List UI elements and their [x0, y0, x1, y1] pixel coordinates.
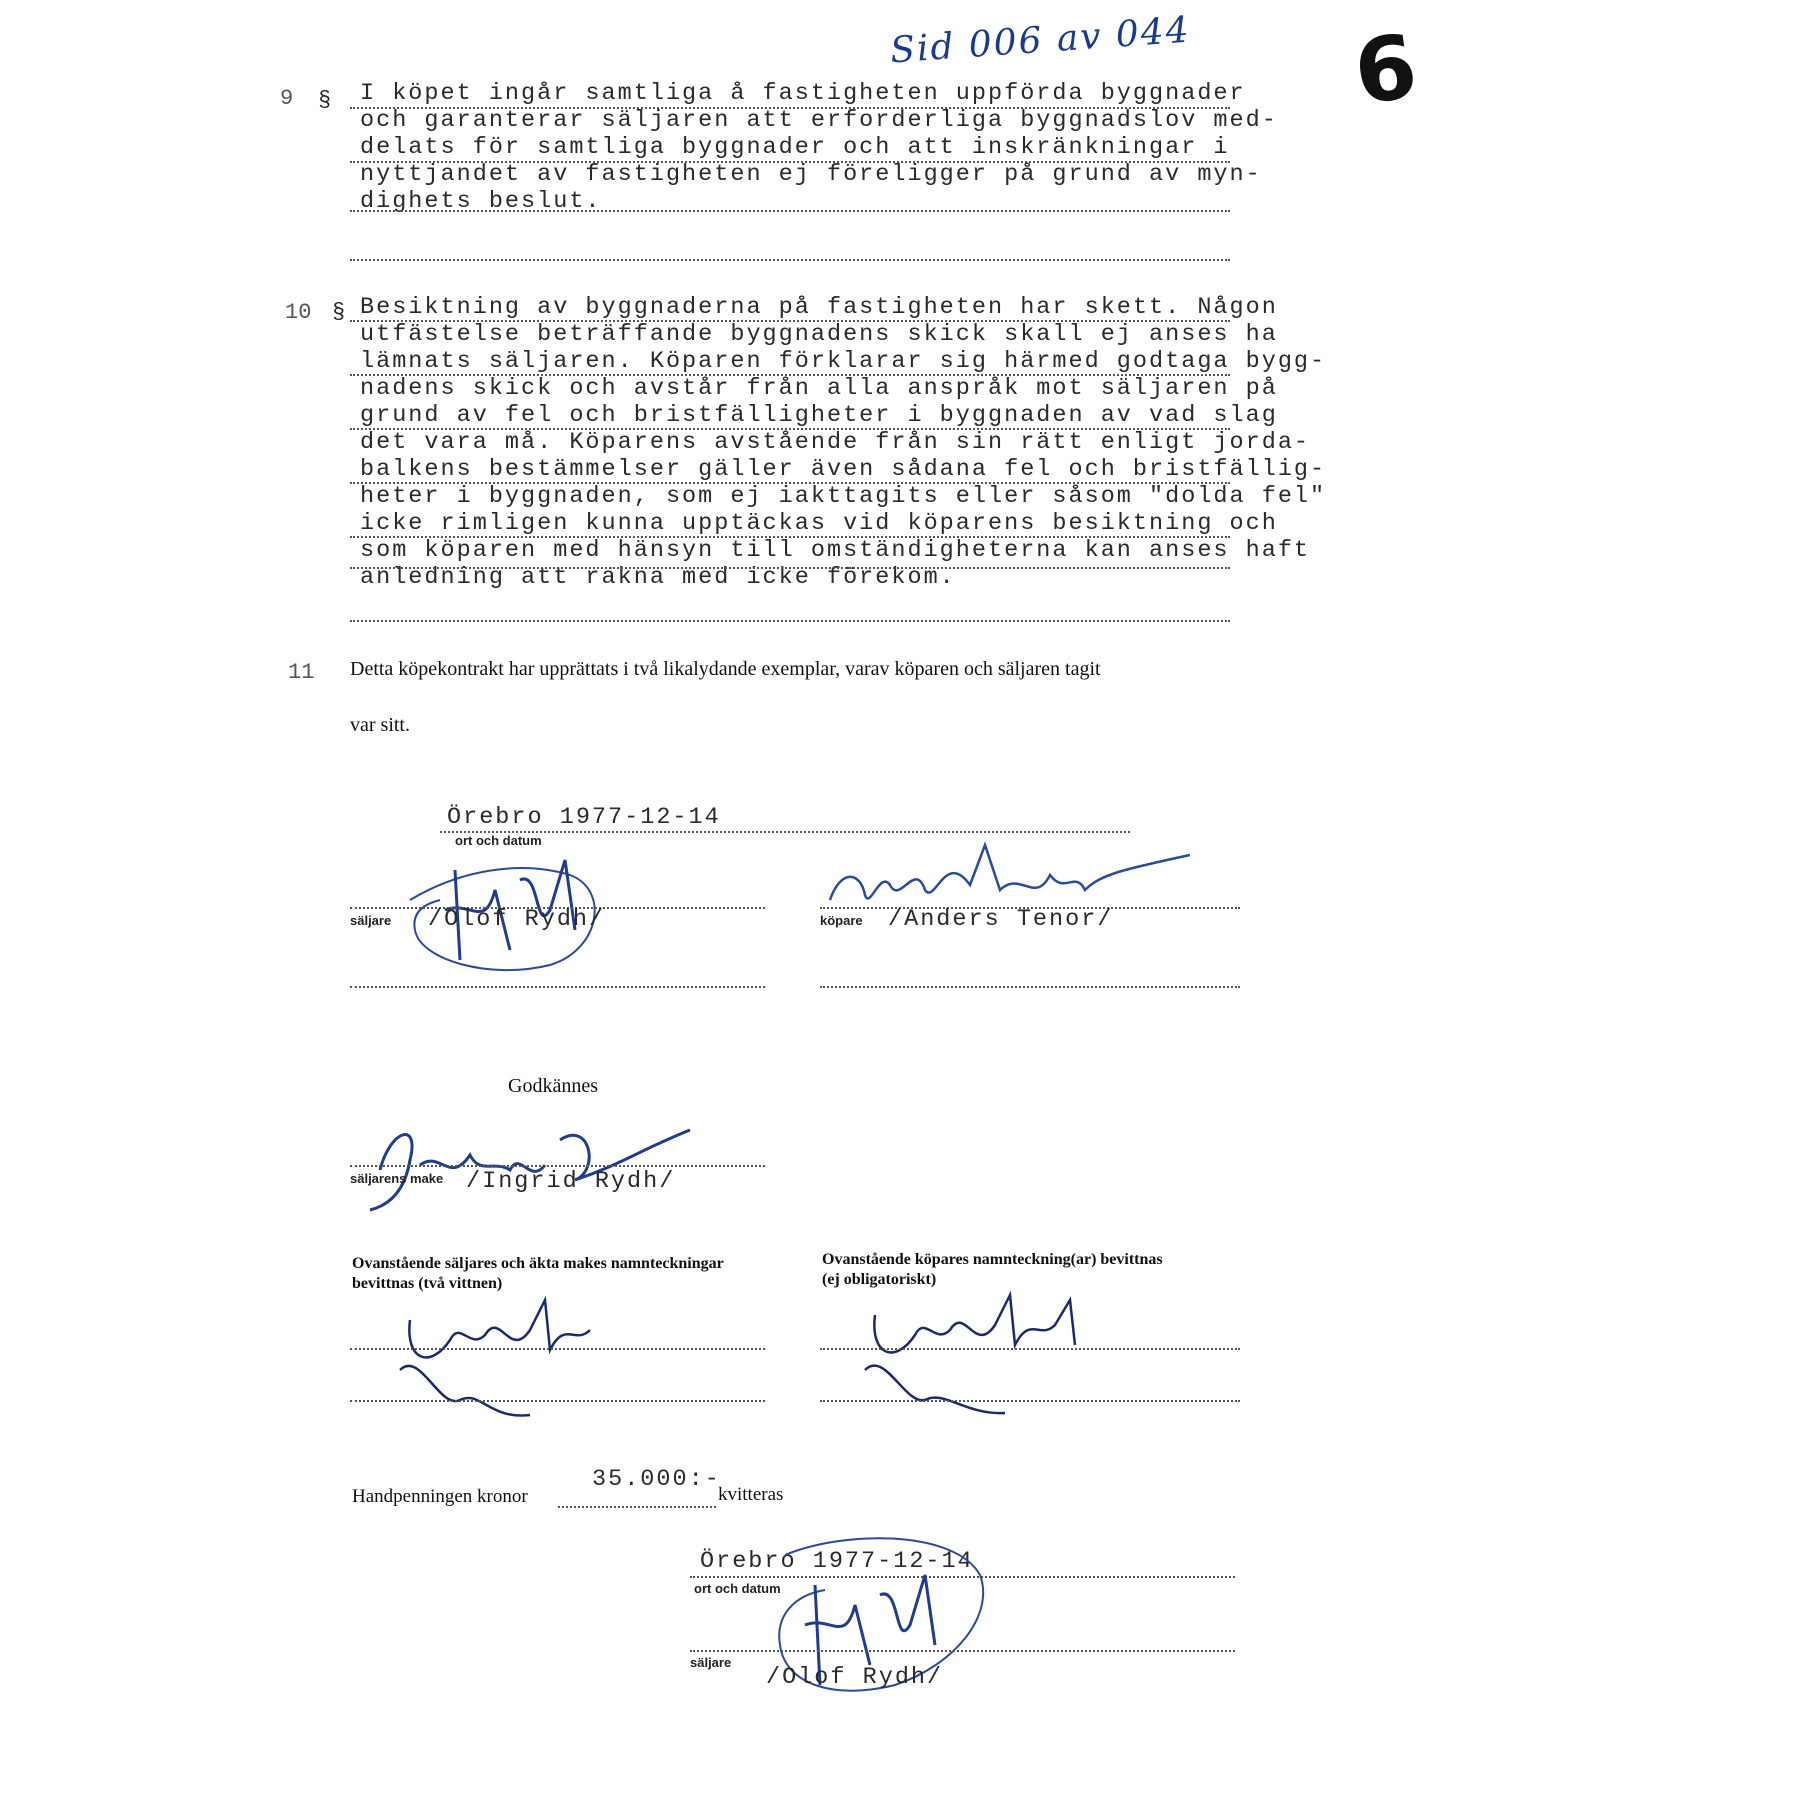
page-number: 6: [1348, 14, 1424, 125]
receipt-amount: 35.000:-: [592, 1466, 721, 1493]
receipt-place-date-label: ort och datum: [694, 1581, 781, 1596]
section-11-line1: Detta köpekontrakt har upprättats i två likalydande exemplar, varav köparen och säljaren tagit: [350, 658, 1101, 680]
ruled-line: [350, 986, 765, 988]
ruled-line: [350, 320, 1230, 322]
receipt-seller-name: /Olof Rydh/: [766, 1664, 944, 1691]
buyer-witness-line1: Ovanstående köpares namnteckning(ar) bevittnas: [822, 1251, 1163, 1268]
receipt-seller-signature-line: [690, 1650, 1235, 1652]
section-9-sign: §: [318, 88, 332, 113]
section-10-text: [360, 294, 1326, 591]
ruled-line: [350, 482, 1230, 484]
buyer-witness-signatures: [855, 1275, 1175, 1425]
section-10-line: icke rimligen kunna upptäckas vid köparens besiktning och: [360, 510, 1278, 537]
buyer-name: /Anders Tenor/: [888, 906, 1114, 933]
ruled-line: [350, 107, 1230, 109]
buyer-witness-line2: (ej obligatoriskt): [822, 1271, 937, 1288]
ruled-line: [350, 567, 1230, 569]
seller-witness-line-a: [350, 1348, 765, 1350]
section-10-line: nadens skick och avstår från alla anspråk mot säljaren på: [360, 375, 1278, 402]
place-date-value: Örebro 1977-12-14: [447, 804, 721, 831]
section-9-number: 9: [280, 86, 294, 111]
section-9-line: delats för samtliga byggnader och att inskränkningar i: [360, 134, 1230, 161]
ruled-line: [350, 161, 1230, 163]
section-9-text: [360, 80, 1278, 215]
seller-witness-line1: Ovanstående säljares och äkta makes namnteckningar: [352, 1255, 724, 1272]
section-10-line: lämnats säljaren. Köparen förklarar sig härmed godtaga bygg-: [360, 348, 1327, 375]
section-10-line: balkens bestämmelser gäller även sådana fel och bristfällig-: [360, 456, 1327, 483]
archive-reference: Sid 006 av 044: [888, 9, 1192, 72]
seller-witness-line-b: [350, 1400, 765, 1402]
section-9-line: dighets beslut.: [360, 188, 602, 215]
receipt-prefix: Handpenningen kronor: [352, 1486, 528, 1507]
section-9-line: I köpet ingår samtliga å fastigheten uppförda byggnader: [360, 80, 1246, 107]
receipt-place-date-value: Örebro 1977-12-14: [700, 1548, 974, 1575]
section-10-line: utfästelse beträffande byggnadens skick skall ej anses ha: [360, 321, 1278, 348]
ruled-line: [350, 259, 1230, 261]
section-10-line: grund av fel och bristfälligheter i byggnaden av vad slag: [360, 402, 1278, 429]
ruled-line: [820, 986, 1240, 988]
seller-witness-line2: bevittnas (två vittnen): [352, 1275, 503, 1292]
buyer-witness-line-a: [820, 1348, 1240, 1350]
approval-heading: Godkännes: [508, 1075, 598, 1097]
section-10-line: Besiktning av byggnaderna på fastigheten har skett. Någon: [360, 294, 1278, 321]
receipt-suffix: kvitteras: [718, 1484, 784, 1505]
seller-name: /Olof Rydh/: [428, 906, 606, 933]
ruled-line: [350, 374, 1230, 376]
section-10-sign: §: [332, 300, 346, 325]
section-11-line2: var sitt.: [350, 714, 410, 736]
seller-label: säljare: [350, 913, 392, 928]
seller-witness-signatures: [390, 1280, 660, 1425]
receipt-seller-label: säljare: [690, 1655, 732, 1670]
receipt-amount-line: [558, 1506, 716, 1508]
ruled-line: [350, 620, 1230, 622]
section-9-line: nyttjandet av fastigheten ej föreligger på grund av myn-: [360, 161, 1262, 188]
buyer-label: köpare: [820, 913, 863, 928]
spouse-label: säljarens make: [350, 1171, 444, 1186]
section-9-line: och garanterar säljaren att erforderliga byggnadslov med-: [360, 107, 1278, 134]
buyer-witness-line-b: [820, 1400, 1240, 1402]
spouse-name: /Ingrid Rydh/: [466, 1168, 676, 1195]
section-10-line: heter i byggnaden, som ej iakttagits eller såsom "dolda fel": [360, 483, 1327, 510]
ruled-line: [350, 536, 1230, 538]
section-10-line: som köparen med hänsyn till omständigheterna kan anses haft: [360, 537, 1311, 564]
ruled-line: [350, 428, 1230, 430]
ruled-line: [350, 210, 1230, 212]
spouse-signature-line: [350, 1165, 765, 1167]
section-10-line: det vara må. Köparens avstående från sin rätt enligt jorda-: [360, 429, 1311, 456]
section-11-number: 11: [288, 660, 315, 685]
section-10-line: anledning att räkna med icke förekom.: [360, 564, 956, 591]
section-10-number: 10: [285, 300, 312, 325]
place-date-label: ort och datum: [455, 833, 542, 848]
